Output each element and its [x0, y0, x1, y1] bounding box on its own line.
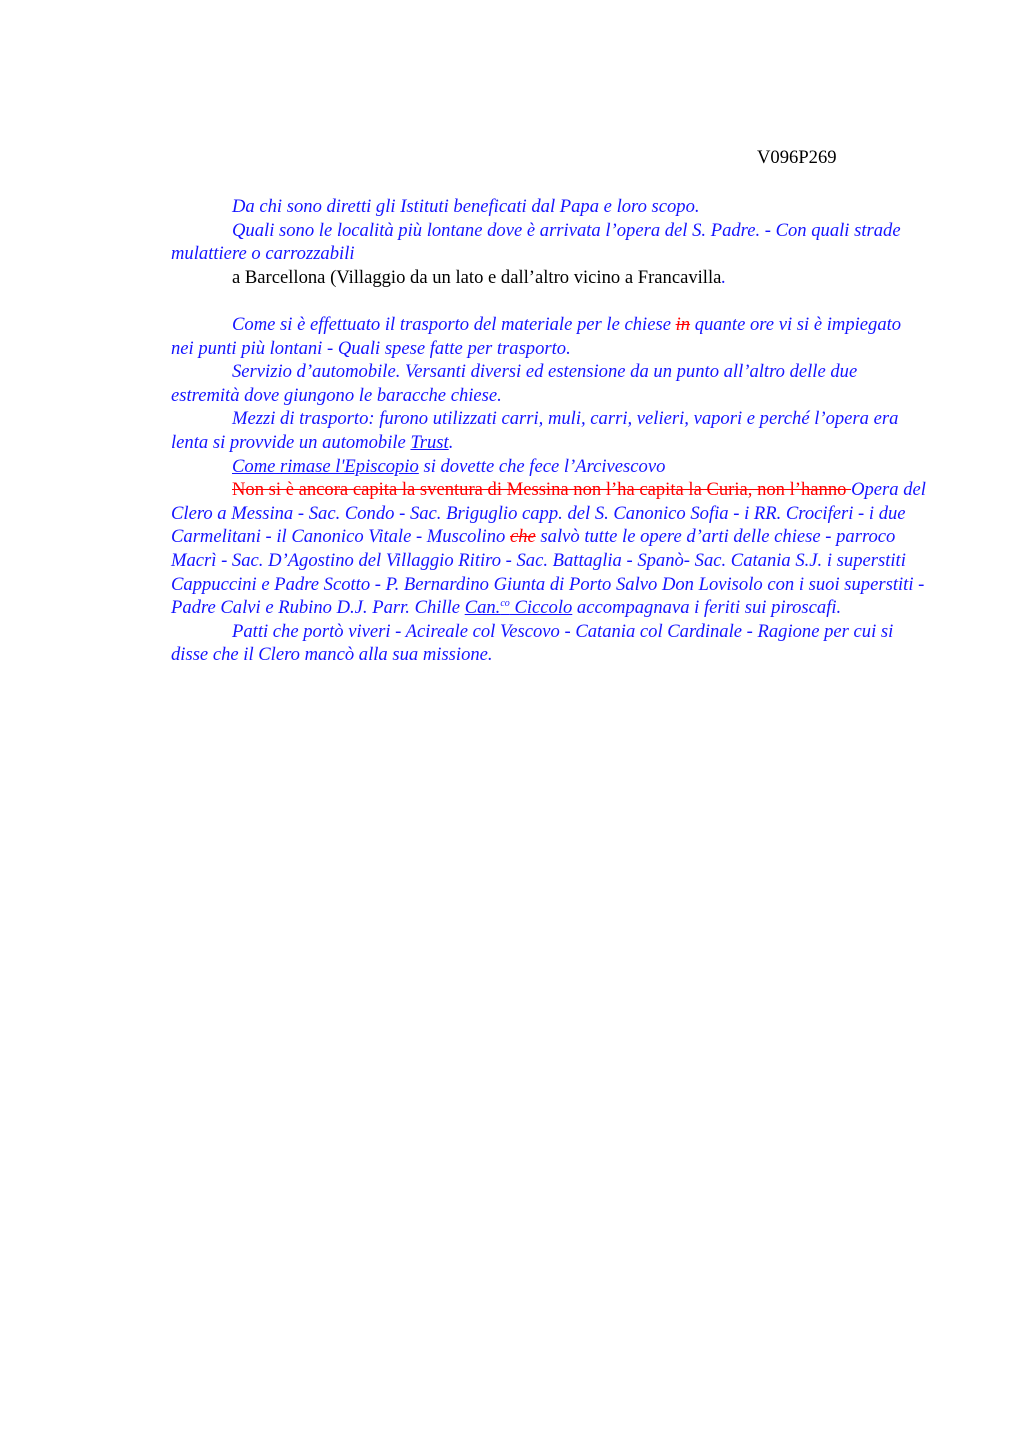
paragraph-8-text-c: accompagnava i feriti sui piroscafi. — [572, 597, 842, 619]
document-body — [171, 195, 926, 667]
paragraph-5: Servizio d’automobile. Versanti diversi ed estensione da un punto all’altro delle due estremità dove giungono le baracche chiese. — [171, 361, 858, 406]
paragraph-8-text-a: Opera del Clero a Messina - Sac. Condo - Sac. Briguglio capp. del S. Canonico Sofia - i RR. Crociferi - i due Carmelitani - il Canonico Vitale - Muscolino — [171, 479, 926, 548]
paragraph-6-text-b: . — [448, 431, 454, 453]
paragraph-6-underlined: Trust — [410, 431, 449, 453]
paragraph-6 — [171, 407, 926, 454]
paragraph-3-text: a Barcellona (Villaggio da un lato e dall’altro vicino a Francavilla — [232, 266, 722, 288]
blank-line — [171, 289, 926, 313]
paragraph-4 — [171, 313, 926, 360]
paragraph-8-text-b: salvò tutte le opere d’arti delle chiese - parroco Macrì - Sac. D’Agostino del Villaggio Ritiro - Sac. Battaglia - Spanò- Sac. Catania S.J. i superstiti Cappuccini e Padre Scotto - P. Bernardino Giunta di Porto Salvo Don Lovisolo con i suoi superstiti - Padre Calvi e Rubino D.J. Parr. Chille — [171, 526, 925, 619]
paragraph-4-text-a: Come si è effettuato il trasporto del materiale per le chiese — [232, 313, 676, 335]
paragraph-4-deletion: in — [675, 313, 691, 335]
paragraph-4-text-b: quante ore vi si è impiegato nei punti più lontani - Quali spese fatte per trasporto. — [171, 313, 902, 359]
paragraph-8-deletion-2: che — [509, 526, 536, 548]
paragraph-8-superscript: co — [500, 597, 510, 609]
paragraph-8-underlined-a: Can. — [464, 597, 501, 619]
paragraph-3-end: . — [721, 266, 727, 288]
paragraph-3 — [171, 266, 926, 290]
paragraph-1: Da chi sono diretti gli Istituti beneficati dal Papa e loro scopo. — [232, 196, 700, 217]
paragraph-7 — [171, 455, 926, 479]
paragraph-8-deletion: Non si è ancora capita la sventura di Messina non l’ha capita la Curia, non l’hanno — [232, 479, 852, 501]
paragraph-9: Patti che portò viveri - Acireale col Vescovo - Catania col Cardinale - Ragione per cui si disse che il Clero mancò alla sua missione. — [171, 620, 894, 666]
page-identifier: V096P269 — [757, 147, 837, 168]
paragraph-6-text-a: Mezzi di trasporto: furono utilizzati carri, muli, carri, velieri, vapori e perché l’opera era lenta si provvide un automobile — [171, 408, 899, 453]
paragraph-8-underlined — [465, 597, 573, 618]
paragraph-7-text: si dovette che fece l’Arcivescovo — [418, 455, 666, 477]
paragraph-2: Quali sono le località più lontane dove è arrivata l’opera del S. Padre. - Con quali strade mulattiere o carrozzabili — [171, 219, 901, 265]
paragraph-8-underlined-b: Ciccolo — [509, 597, 573, 619]
paragraph-7-underlined: Come rimase l'Episcopio — [232, 455, 419, 477]
paragraph-8 — [171, 478, 926, 620]
